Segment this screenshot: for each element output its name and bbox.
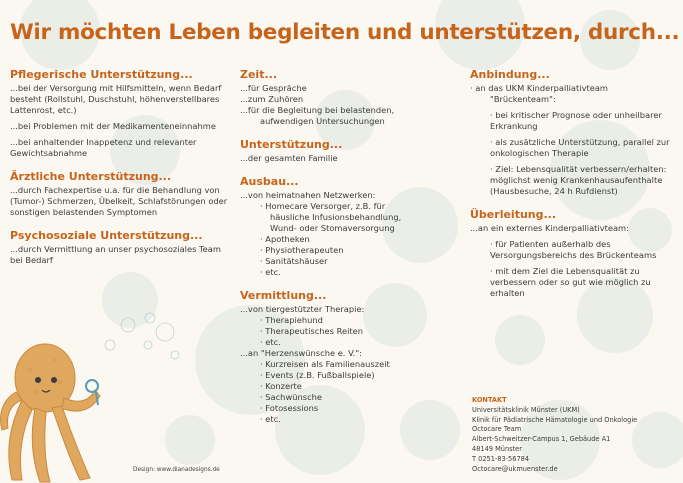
section-text: "Brückenteam": <box>490 94 556 104</box>
list-item: häusliche Infusionsbehandlung, <box>270 212 402 222</box>
list-item: · bei kritischer Prognose oder unheilbarer Erkrankung <box>490 110 662 131</box>
column-left <box>10 68 232 277</box>
list-item: · etc. <box>260 414 281 424</box>
section-anbindung <box>470 68 675 197</box>
section-text: ...von heimatnahen Netzwerken: <box>240 190 376 200</box>
list-item: · als zusätzliche Unterstützung, parallel zur onkologischen Therapie <box>490 137 670 158</box>
section-ueberleitung <box>470 208 675 299</box>
section-heading: Pflegerische Unterstützung... <box>10 68 193 81</box>
list-item: · für Patienten außerhalb des Versorgungsbereichs des Brückenteams <box>490 239 657 260</box>
section-text: ...bei Problemen mit der Medikamenteneinnahme <box>10 121 216 131</box>
section-psychosozial <box>10 229 232 266</box>
section-heading: Überleitung... <box>470 208 557 221</box>
section-heading: Anbindung... <box>470 68 550 81</box>
section-heading: Ausbau... <box>240 175 299 188</box>
section-heading: Unterstützung... <box>240 138 343 151</box>
list-item: · Therapeutisches Reiten <box>260 326 364 336</box>
section-text: ...bei der Versorgung mit Hilfsmitteln, wenn Bedarf besteht (Rollstuhl, Duschstuhl, höhenverstellbares Lattenrost, etc.) <box>10 83 222 115</box>
list-item: · Physiotherapeuten <box>260 245 344 255</box>
section-aerztlich <box>10 170 232 218</box>
list-item: · Sanitätshäuser <box>260 256 328 266</box>
page-title: Wir möchten Leben begleiten und unterstützen, durch... <box>10 20 680 45</box>
section-text: ...zum Zuhören <box>240 94 304 104</box>
contact-email: Octocare@ukmuenster.de <box>472 464 558 473</box>
contact-heading: KONTAKT <box>472 396 507 404</box>
list-item: Wund- oder Stomaversorgung <box>270 223 395 233</box>
list-item: · Events (z.B. Fußballspiele) <box>260 370 375 380</box>
list-item: · Apotheken <box>260 234 310 244</box>
list-item: · etc. <box>260 267 281 277</box>
list-item: · Homecare Versorger, z.B. für <box>260 201 386 211</box>
section-text: ...von tiergestützter Therapie: <box>240 304 365 314</box>
octopus-illustration <box>0 330 150 483</box>
section-heading: Vermittlung... <box>240 289 327 302</box>
contact-line: Octocare Team <box>472 425 522 434</box>
list-item: · etc. <box>260 337 281 347</box>
section-vermittlung <box>240 289 462 425</box>
contact-line: T 0251-83-56784 <box>472 454 530 463</box>
section-heading: Psychosoziale Unterstützung... <box>10 229 203 242</box>
contact-line: 48149 Münster <box>472 444 522 453</box>
section-text: ...für Gespräche <box>240 83 307 93</box>
column-middle <box>240 68 462 436</box>
list-item: · Konzerte <box>260 381 302 391</box>
column-right <box>470 68 675 310</box>
contact-line: Klinik für Pädiatrische Hämatologie und Onkologie <box>472 415 638 424</box>
section-text: · an das UKM Kinderpalliativteam <box>470 83 609 93</box>
list-item: · Fotosessions <box>260 403 319 413</box>
section-text: ...an ein externes Kinderpalliativteam: <box>470 223 629 233</box>
list-item: · Kurzreisen als Familienauszeit <box>260 359 390 369</box>
contact-line: Universitätsklinik Münster (UKM) <box>472 405 580 414</box>
section-text: ...der gesamten Familie <box>240 153 338 163</box>
section-text: aufwendigen Untersuchungen <box>260 116 385 126</box>
section-text: ...bei anhaltender Inappetenz und relevanter Gewichtsabnahme <box>10 137 197 158</box>
section-text: ...durch Fachexpertise u.a. für die Behandlung von (Tumor-) Schmerzen, Übelkeit, Schlafstörungen oder sonstigen belastenden Symptomen <box>10 185 228 217</box>
list-item: · Sachwünsche <box>260 392 322 402</box>
section-text: ...durch Vermittlung an unser psychosoziales Team bei Bedarf <box>10 244 221 265</box>
section-heading: Zeit... <box>240 68 278 81</box>
design-credit: Design: www.dianadesigns.de <box>133 467 220 473</box>
list-item: · Therapiehund <box>260 315 323 325</box>
list-item: · mit dem Ziel die Lebensqualität zu verbessern oder so gut wie möglich zu erhalten <box>490 266 651 298</box>
section-heading: Ärztliche Unterstützung... <box>10 170 172 183</box>
list-item: · Ziel: Lebensqualität verbessern/erhalten: möglichst wenig Krankenhausaufenthalte (Hausbesuche, 24 h Rufdienst) <box>490 164 667 196</box>
section-zeit <box>240 68 462 127</box>
section-text: ...für die Begleitung bei belastenden, <box>240 105 395 115</box>
contact-line: Albert-Schweitzer-Campus 1, Gebäude A1 <box>472 435 611 444</box>
section-unterstuetzung <box>240 138 462 164</box>
section-ausbau <box>240 175 462 278</box>
section-text: ...an "Herzenswünsche e. V.": <box>240 348 362 358</box>
section-pflege <box>10 68 232 159</box>
contact-block <box>472 396 677 474</box>
